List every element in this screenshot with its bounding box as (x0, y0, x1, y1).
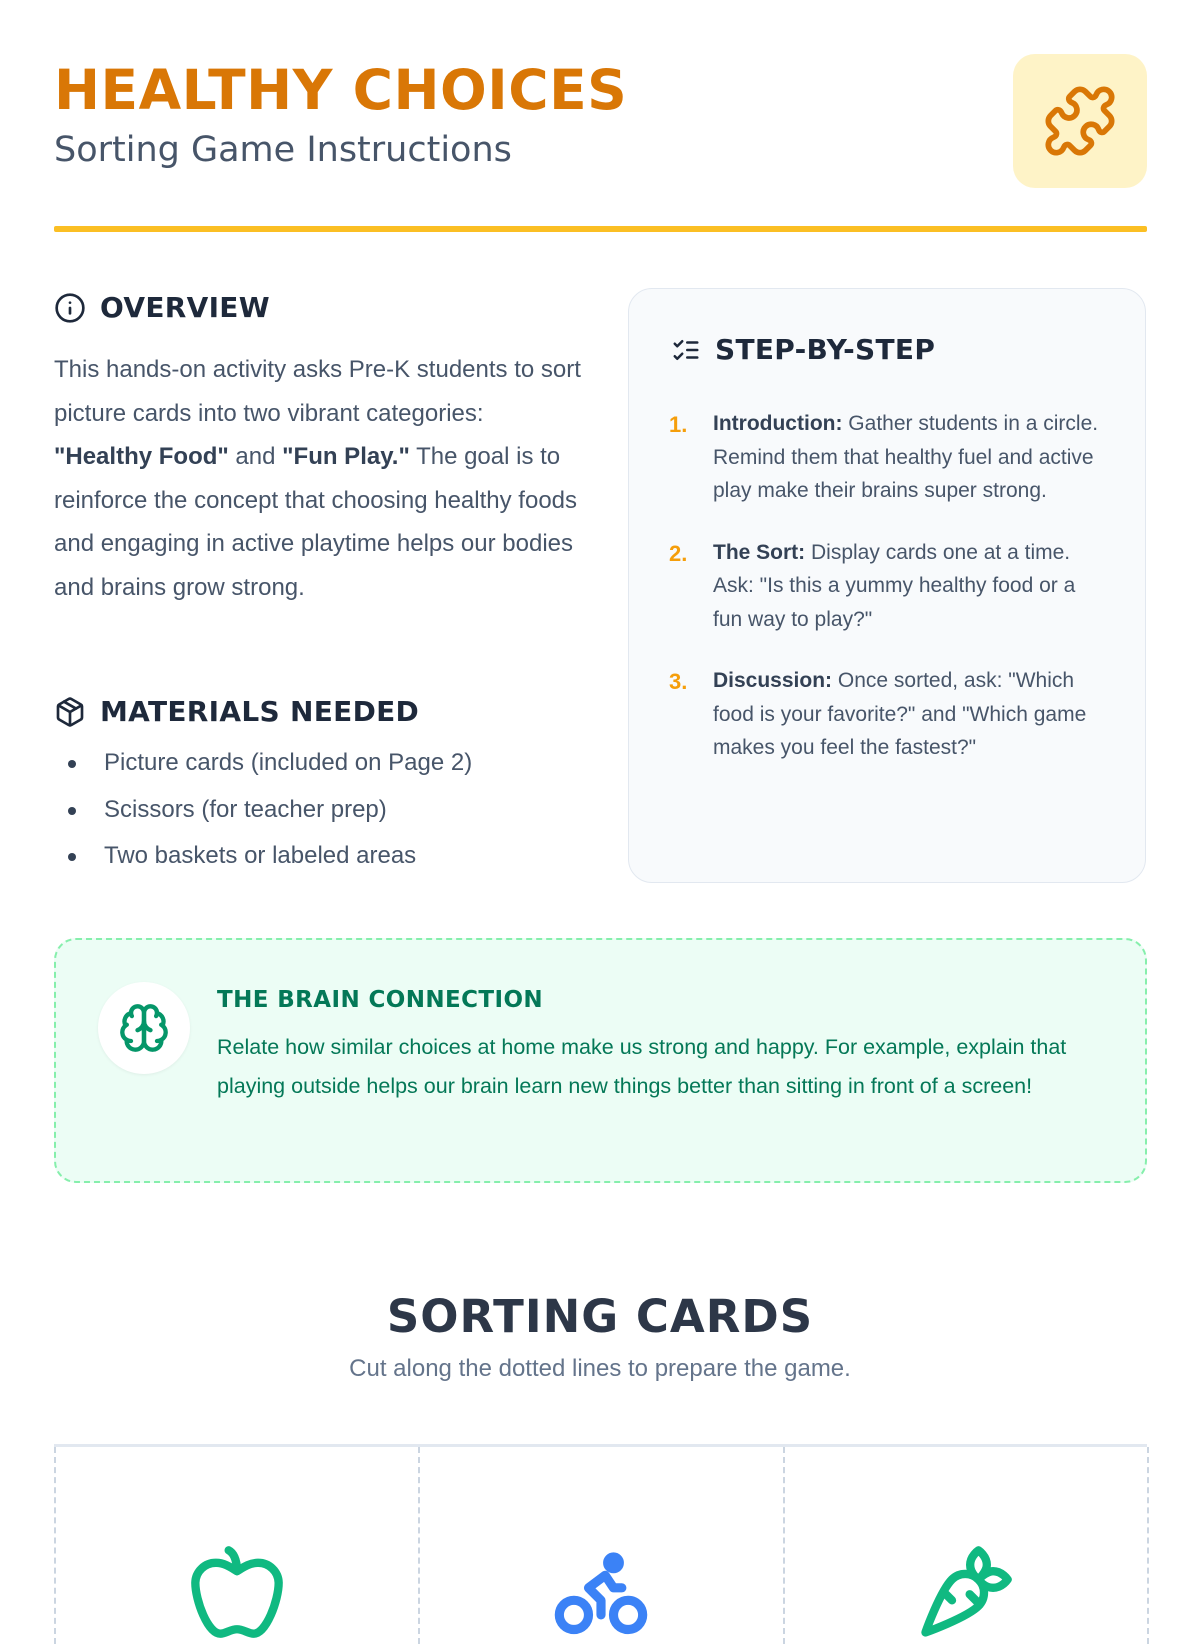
sorting-card-bicycle (418, 1447, 784, 1644)
brain-connection-title: THE BRAIN CONNECTION (217, 987, 544, 1013)
step-number: 3. (669, 669, 688, 694)
overview-text-2: and (228, 443, 283, 470)
sorting-card-carrot (783, 1447, 1149, 1644)
list-item: Picture cards (included on Page 2) (54, 748, 574, 778)
page-title: HEALTHY CHOICES (54, 58, 628, 122)
sorting-card-apple (54, 1447, 420, 1644)
brain-icon (118, 1002, 170, 1054)
checklist-icon (671, 335, 701, 365)
sorting-cards-grid (54, 1444, 1147, 1644)
bicycle-icon (551, 1542, 651, 1642)
list-item (669, 407, 1109, 508)
steps-card (628, 288, 1146, 883)
list-item: Two baskets or labeled areas (54, 841, 574, 871)
overview-paragraph (54, 348, 584, 609)
box-icon (54, 696, 86, 728)
step-title: Introduction: (713, 412, 843, 435)
materials-list (54, 748, 574, 888)
apple-icon (187, 1542, 287, 1642)
category-healthy-food: "Healthy Food" (54, 443, 229, 470)
list-item: Scissors (for teacher prep) (54, 795, 574, 825)
brain-connection-text: Relate how similar choices at home make us strong and happy. For example, explain that playing outside helps our brain learn new things better than sitting in front of a screen! (217, 1035, 1067, 1098)
list-item (669, 664, 1109, 765)
header-divider (54, 226, 1147, 232)
overview-heading (54, 291, 270, 324)
header (54, 58, 1147, 233)
list-item (669, 536, 1109, 637)
step-text: Once sorted, ask: "Which food is your favorite?" and "Which game makes you feel the fastest?" (713, 669, 1087, 759)
overview-heading-label: OVERVIEW (100, 291, 270, 324)
overview-text-1: This hands-on activity asks Pre-K students to sort picture cards into two vibrant categories: (54, 356, 581, 427)
step-text: Display cards one at a time. Ask: "Is this a yummy healthy food or a fun way to play?" (713, 540, 1076, 631)
step-text: Gather students in a circle. Remind them that healthy fuel and active play make their brains super strong. (713, 412, 1099, 502)
step-number: 1. (669, 412, 688, 437)
step-title: Discussion: (713, 669, 833, 692)
materials-heading (54, 695, 419, 728)
steps-heading (671, 333, 935, 366)
steps-heading-label: STEP-BY-STEP (715, 333, 936, 366)
overview-text-3: The goal is to reinforce the concept that choosing healthy foods and engaging in active playtime helps our bodies and brains grow strong. (54, 443, 578, 601)
sorting-cards-title: SORTING CARDS (386, 1290, 814, 1343)
page-subtitle: Sorting Game Instructions (54, 130, 512, 170)
brain-badge (98, 982, 190, 1074)
puzzle-icon (1042, 83, 1118, 159)
logo-badge (1013, 54, 1147, 188)
materials-heading-label: MATERIALS NEEDED (100, 695, 420, 728)
carrot-icon (916, 1542, 1016, 1642)
info-icon (54, 292, 86, 324)
brain-connection-callout (54, 938, 1147, 1183)
steps-list (669, 407, 1109, 793)
category-fun-play: "Fun Play." (282, 443, 410, 470)
sorting-cards-subtitle: Cut along the dotted lines to prepare the game. (349, 1355, 851, 1382)
step-number: 2. (669, 540, 688, 566)
step-title: The Sort: (713, 540, 806, 564)
